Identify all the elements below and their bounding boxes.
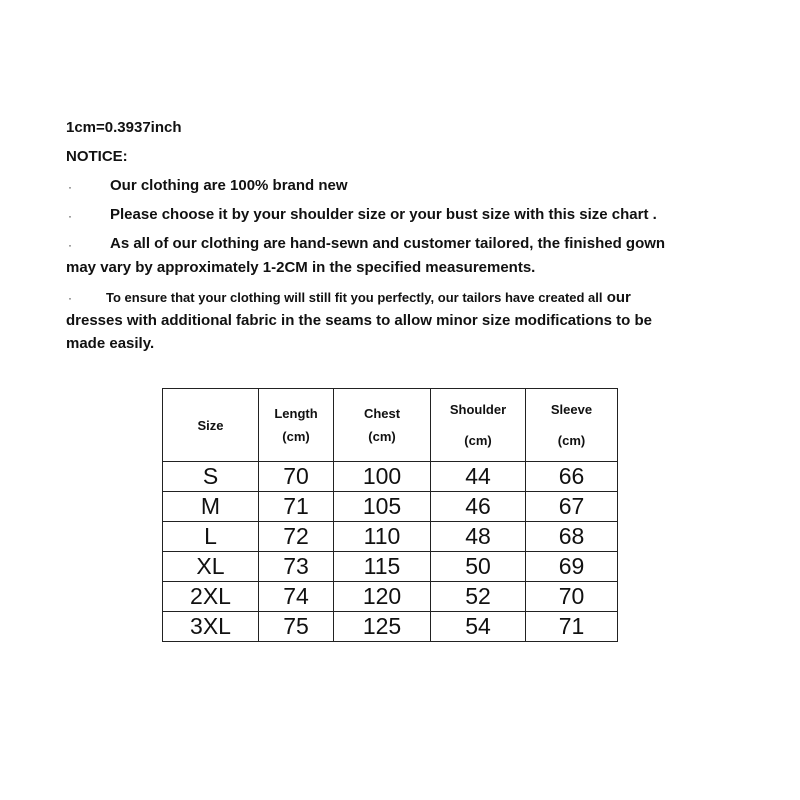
cell-sleeve: 67 — [526, 492, 618, 522]
cell-size: L — [163, 522, 259, 552]
cell-size: M — [163, 492, 259, 522]
bullet-1: · — [68, 180, 72, 194]
notice-fit-cont: dresses with additional fabric in the seams to allow minor size modifications to be — [66, 312, 652, 329]
table-row — [163, 552, 618, 582]
cell-chest: 120 — [334, 582, 431, 612]
bullet-4: · — [68, 291, 72, 305]
cell-chest: 100 — [334, 462, 431, 492]
bullet-2: · — [68, 209, 72, 223]
table-row — [163, 462, 618, 492]
table-row — [163, 492, 618, 522]
cell-size: 3XL — [163, 612, 259, 642]
cell-size: XL — [163, 552, 259, 582]
notice-hand-sewn-cont: may vary by approximately 1-2CM in the specified measurements. — [66, 259, 536, 276]
cell-length: 74 — [259, 582, 334, 612]
cell-size: 2XL — [163, 582, 259, 612]
cell-length: 73 — [259, 552, 334, 582]
unit-conversion: 1cm=0.3937inch — [66, 119, 182, 136]
header-sleeve: Sleeve (cm) — [526, 389, 618, 462]
cell-length: 72 — [259, 522, 334, 552]
cell-shoulder: 44 — [431, 462, 526, 492]
notice-fit-end: made easily. — [66, 335, 155, 352]
cell-shoulder: 50 — [431, 552, 526, 582]
notice-fit — [106, 289, 631, 306]
table-row — [163, 612, 618, 642]
notice-choose-size: Please choose it by your shoulder size or your bust size with this size chart . — [110, 206, 657, 223]
size-chart-table — [162, 388, 618, 642]
table-row — [163, 522, 618, 552]
header-chest: Chest (cm) — [334, 389, 431, 462]
table-header-row — [163, 389, 618, 462]
cell-sleeve: 66 — [526, 462, 618, 492]
table-row — [163, 582, 618, 612]
cell-chest: 110 — [334, 522, 431, 552]
cell-chest: 125 — [334, 612, 431, 642]
cell-shoulder: 48 — [431, 522, 526, 552]
cell-sleeve: 68 — [526, 522, 618, 552]
header-shoulder: Shoulder (cm) — [431, 389, 526, 462]
header-size: Size — [163, 389, 259, 462]
cell-length: 71 — [259, 492, 334, 522]
notice-title: NOTICE: — [66, 148, 128, 165]
notice-brand-new: Our clothing are 100% brand new — [110, 177, 348, 194]
notice-fit-text: To ensure that your clothing will still fit you perfectly, our tailors have created all — [106, 290, 603, 305]
notice-fit-our: our — [606, 289, 631, 306]
cell-length: 70 — [259, 462, 334, 492]
cell-chest: 105 — [334, 492, 431, 522]
cell-shoulder: 52 — [431, 582, 526, 612]
notice-hand-sewn: As all of our clothing are hand-sewn and customer tailored, the finished gown — [110, 235, 666, 252]
header-length: Length (cm) — [259, 389, 334, 462]
cell-sleeve: 69 — [526, 552, 618, 582]
cell-size: S — [163, 462, 259, 492]
bullet-3: · — [68, 238, 72, 252]
cell-shoulder: 46 — [431, 492, 526, 522]
cell-chest: 115 — [334, 552, 431, 582]
cell-sleeve: 71 — [526, 612, 618, 642]
cell-length: 75 — [259, 612, 334, 642]
cell-shoulder: 54 — [431, 612, 526, 642]
cell-sleeve: 70 — [526, 582, 618, 612]
